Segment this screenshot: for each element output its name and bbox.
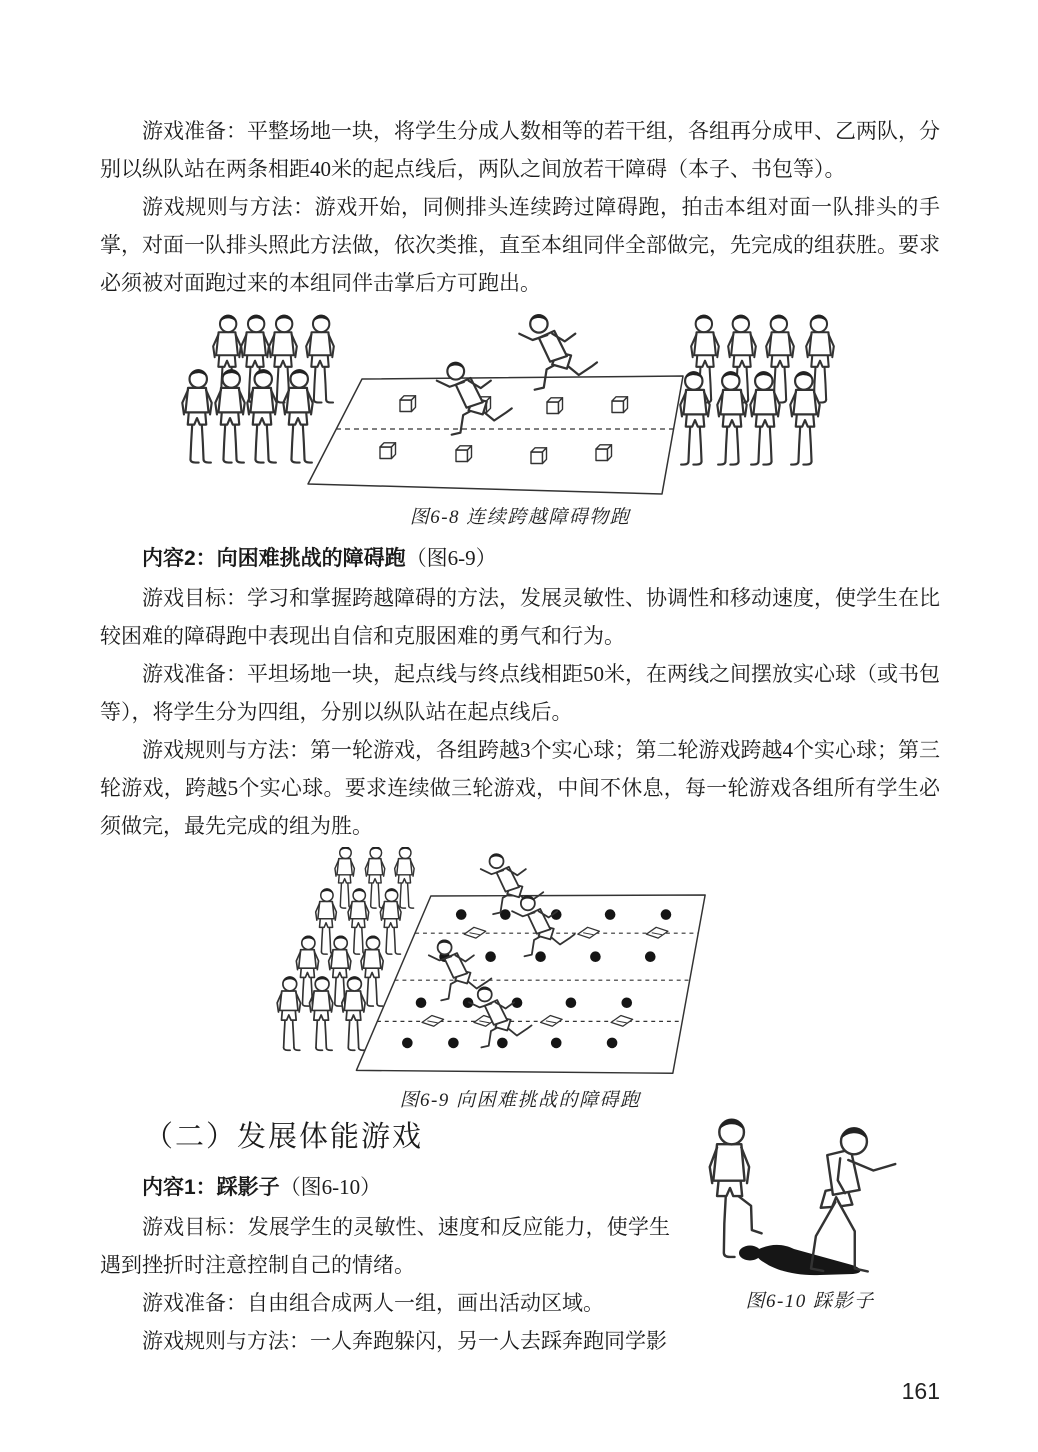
team-right (680, 315, 834, 465)
medicine-ball-icon (590, 951, 601, 962)
student-icon (361, 935, 383, 1006)
figure-6-10 (680, 1113, 940, 1314)
content2-figref: （图6-9） (405, 546, 497, 570)
figure-6-9 (100, 847, 940, 1113)
content2-title: 内容2：向困难挑战的障碍跑 (142, 547, 406, 570)
page-number: 161 (901, 1378, 940, 1404)
obstacle-cube-icon (547, 398, 563, 414)
section-heading: （二）发展体能游戏 (144, 1121, 424, 1153)
student-icon (717, 371, 746, 464)
field-outline (308, 376, 683, 494)
student-icon (247, 369, 276, 462)
figure-6-10-caption: 图6-10 踩影子 (745, 1291, 875, 1312)
shadow-icon (739, 1245, 860, 1275)
medicine-ball-icon (551, 1038, 562, 1049)
student-icon (380, 888, 401, 954)
game3-goal-paragraph: 游戏目标：发展学生的灵敏性、速度和反应能力，使学生遇到挫折时注意控制自己的情绪。 (100, 1215, 670, 1277)
game1-prepare-paragraph: 游戏准备：平整场地一块，将学生分成人数相等的若干组，各组再分成甲、乙两队，分别以纵队站在两条相距40米的起点线后，两队之间放若干障碍（本子、书包等）。 (100, 119, 940, 181)
shadow-stepper-student-icon (710, 1119, 762, 1257)
figure-6-8 (100, 304, 940, 530)
student-icon (365, 847, 384, 908)
student-icon (348, 888, 369, 954)
student-icon (316, 888, 337, 954)
student-icon (215, 369, 244, 462)
obstacle-cube-icon (400, 396, 416, 412)
content2-heading (100, 538, 940, 579)
figure-6-8-caption: 图6-8 连续跨越障碍物跑 (409, 507, 631, 528)
medicine-ball-icon (402, 1038, 413, 1049)
medicine-ball-icon (566, 997, 577, 1008)
student-icon (395, 847, 414, 908)
medicine-ball-icon (645, 951, 656, 962)
medicine-ball-icon (621, 997, 632, 1008)
medicine-ball-icon (448, 1038, 459, 1049)
figure-6-9-illustration (100, 847, 940, 1087)
student-icon (310, 976, 333, 1050)
medicine-ball-icon (535, 951, 546, 962)
medicine-ball-icon (607, 1038, 618, 1049)
medicine-ball-icon (497, 1038, 508, 1049)
student-icon (182, 369, 211, 462)
figure-6-9-caption: 图6-9 向困难挑战的障碍跑 (399, 1090, 641, 1111)
medicine-ball-icon (485, 951, 496, 962)
content1-figref: （图6-10） (279, 1175, 382, 1199)
student-icon (680, 371, 709, 464)
game2-prepare-paragraph: 游戏准备：平坦场地一块，起点线与终点线相距50米，在两线之间摆放实心球（或书包等），将学生分为四组，分别以纵队站在起点线后。 (100, 662, 940, 724)
game3-rules-paragraph: 游戏规则与方法：一人奔跑躲闪，另一人去踩奔跑同学影 (142, 1329, 667, 1353)
medicine-ball-icon (456, 909, 467, 920)
content1-title: 内容1：踩影子 (142, 1176, 280, 1199)
team-left (182, 315, 334, 463)
dodging-student-icon (811, 1127, 895, 1271)
obstacle-cube-icon (531, 448, 547, 464)
obstacle-cube-icon (612, 397, 628, 413)
obstacle-cube-icon (380, 443, 396, 459)
game3-prepare-paragraph: 游戏准备：自由组合成两人一组，画出活动区域。 (142, 1291, 604, 1315)
medicine-ball-icon (661, 909, 672, 920)
obstacle-cube-icon (596, 445, 612, 461)
figure-6-10-illustration (680, 1113, 940, 1288)
medicine-ball-icon (605, 909, 616, 920)
student-icon (342, 976, 365, 1050)
medicine-ball-icon (416, 997, 427, 1008)
figure-6-8-illustration (100, 304, 940, 504)
student-icon (335, 847, 354, 908)
obstacle-cube-icon (456, 446, 472, 462)
game2-rules-paragraph: 游戏规则与方法：第一轮游戏，各组跨越3个实心球；第二轮游戏跨越4个实心球；第三轮游戏，跨越5个实心球。要求连续做三轮游戏，中间不休息，每一轮游戏各组所有学生必须做完，最先完成的组为胜。 (100, 738, 940, 838)
game1-rules-paragraph: 游戏规则与方法：游戏开始，同侧排头连续跨过障碍跑，拍击本组对面一队排头的手掌，对面一队排头照此方法做，依次类推，直至本组同伴全部做完，先完成的组获胜。要求必须被对面跑过来的本组同伴击掌后方可跑出。 (100, 195, 940, 295)
student-icon (277, 976, 300, 1050)
student-icon (306, 315, 334, 403)
game2-goal-paragraph: 游戏目标：学习和掌握跨越障碍的方法，发展灵敏性、协调性和移动速度，使学生在比较困难的障碍跑中表现出自信和克服困难的勇气和行为。 (100, 586, 940, 648)
